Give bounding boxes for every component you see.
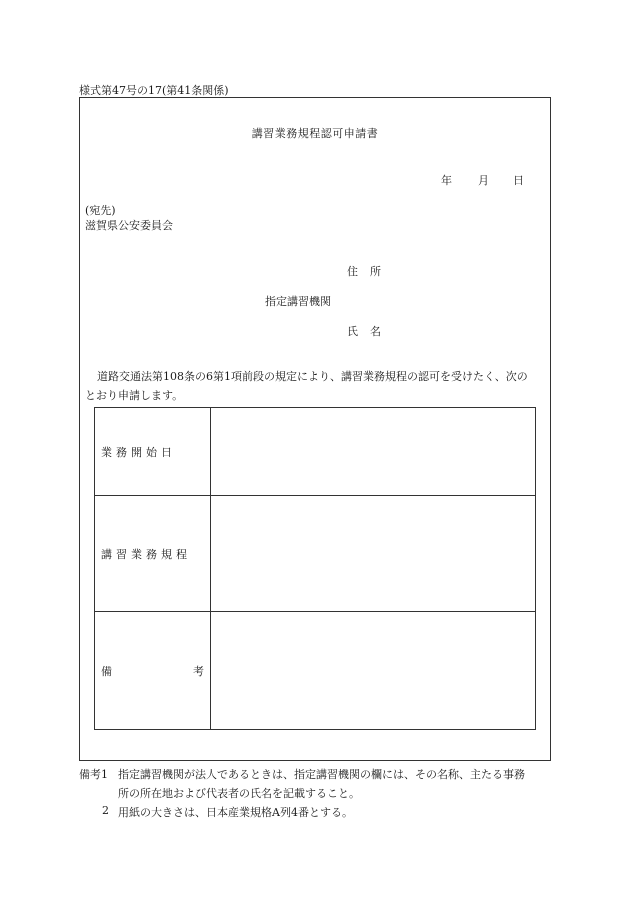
regulations-label-cell <box>95 496 211 612</box>
document-title: 講習業務規程認可申請書 <box>251 127 379 140</box>
remarks-value-field[interactable] <box>211 612 536 730</box>
table-row-start-date <box>95 408 536 496</box>
table-row-remarks <box>95 612 536 730</box>
applicant-role: 指定講習機関 <box>265 295 331 308</box>
remarks-label-left: 備 <box>101 664 112 678</box>
date-month-label: 月 <box>478 174 489 187</box>
regulations-label: 講習業務規程 <box>101 547 191 561</box>
address-label-char-2: 所 <box>370 265 381 278</box>
name-label-char-2: 名 <box>370 325 381 338</box>
form-number: 様式第47号の17(第41条関係) <box>79 84 229 97</box>
address-label-char-1: 住 <box>347 265 358 278</box>
start-date-label-cell <box>95 408 211 496</box>
intro-text-line-1: 道路交通法第108条の6第1項前段の規定により、講習業務規程の認可を受けたく、次の <box>97 370 528 383</box>
date-day-label: 日 <box>513 174 524 187</box>
addressee-prefix: (宛先) <box>85 204 116 217</box>
addressee-name: 滋賀県公安委員会 <box>85 219 173 232</box>
remarks-label-right: 考 <box>193 664 204 678</box>
note-1-line-1: 指定講習機関が法人であるときは、指定講習機関の欄には、その名称、主たる事務 <box>118 768 525 781</box>
start-date-label: 業務開始日 <box>101 445 176 459</box>
regulations-value-field[interactable] <box>211 496 536 612</box>
application-detail-table <box>94 407 536 730</box>
date-year-label: 年 <box>441 174 452 187</box>
note-2-text: 用紙の大きさは、日本産業規格A列4番とする。 <box>118 806 353 819</box>
table-row-regulations <box>95 496 536 612</box>
name-label-char-1: 氏 <box>347 325 358 338</box>
intro-text-line-2: とおり申請します。 <box>85 389 184 402</box>
remarks-label <box>101 663 204 679</box>
remarks-label-cell <box>95 612 211 730</box>
note-1-line-2: 所の所在地および代表者の氏名を記載すること。 <box>118 787 360 800</box>
notes-heading: 備考1 <box>79 768 108 781</box>
note-2-number: 2 <box>102 804 109 817</box>
start-date-value-field[interactable] <box>211 408 536 496</box>
